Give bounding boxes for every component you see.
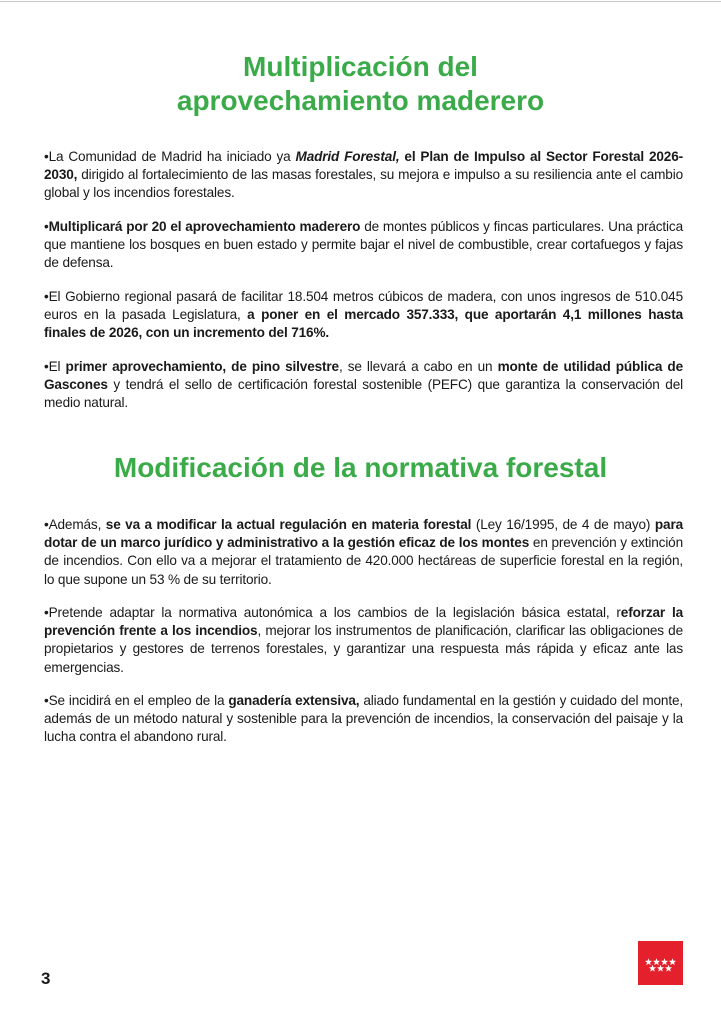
text-run: •Pretende adaptar la normativa autonómica a los cambios de la legislación básica estatal, r: [44, 605, 621, 620]
text-run: en prevención y extinción de incendios. Con ello va a mejorar el tratamiento de 420.000 hectáreas de superficie forestal en la región, lo que supone un 53 % de su territorio.: [44, 535, 684, 587]
paragraph-multiplicara: [44, 218, 683, 273]
text-run: •El Gobierno regional pasará de facilitar 18.504 metros cúbicos de madera, con unos ingresos de 510.045 euros en la pasada Legislatura,: [44, 289, 683, 323]
bold-text: ganadería extensiva,: [228, 693, 360, 708]
text-run: (Ley 16/1995, de 4 de mayo): [471, 517, 655, 532]
star-icon: [661, 958, 668, 965]
top-divider: [0, 1, 721, 2]
bold-italic-text: Madrid Forestal,: [295, 149, 400, 164]
text-run: •Además,: [44, 517, 106, 532]
title-line-1: Multiplicación del: [243, 51, 478, 82]
text-run: •: [44, 219, 49, 234]
star-icon: [645, 958, 652, 965]
title-line-2: aprovechamiento maderero: [176, 85, 545, 116]
star-icon: [669, 958, 676, 965]
bold-text: primer aprovechamiento, de pino silvestre: [65, 359, 339, 374]
text-run: y tendrá el sello de certificación forestal sostenible (PEFC) que garantiza la conservación del medio natural.: [44, 377, 683, 411]
text-run: dirigido al fortalecimiento de las masas forestales, su mejora e impulso a su resiliencia ante el cambio global y los incendios forestales.: [44, 167, 683, 201]
text-run: •El: [44, 359, 66, 374]
stars-icon: [638, 941, 683, 985]
bold-text: a poner en el mercado 357.333, que aportarán 4,1 millones hasta finales de 2026, con un incremento del 716%.: [44, 307, 684, 341]
text-run: aliado fundamental en la gestión y cuidado del monte, además de un método natural y sostenible para la prevención de incendios, la conservación del paisaje y la lucha contra el abandono rural.: [44, 693, 684, 745]
paragraph-ganaderia-extensiva: [44, 692, 683, 747]
section-title-normativa: Modificación de la normativa forestal: [113, 452, 608, 483]
text-run: •La Comunidad de Madrid ha iniciado ya: [44, 149, 296, 164]
page-number: 3: [41, 969, 51, 988]
star-icon: [653, 958, 660, 965]
star-icon: [657, 965, 664, 972]
paragraph-modificar-regulacion: [44, 516, 683, 589]
bold-text: Multiplicará por 20 el aprovechamiento maderero: [48, 219, 361, 234]
bold-text: se va a modificar la actual regulación en materia forestal: [105, 517, 472, 532]
paragraph-madrid-forestal: [44, 148, 683, 203]
paragraph-gobierno-regional: [44, 288, 683, 343]
star-icon: [649, 965, 656, 972]
bold-text: monte de utilidad pública de Gascones: [44, 359, 683, 393]
comunidad-madrid-logo-icon: [638, 941, 683, 985]
bold-text: eforzar la prevención frente a los incendios: [44, 605, 683, 639]
paragraph-adaptar-normativa: [44, 604, 683, 677]
paragraph-primer-aprovechamiento: [44, 358, 683, 413]
text-run: •Se incidirá en el empleo de la: [44, 693, 229, 708]
section-title-aprovechamiento: [0, 50, 721, 118]
text-run: , se llevará a cabo en un: [338, 359, 498, 374]
bold-text: el Plan de Impulso al Sector Forestal 2026-2030,: [44, 149, 683, 183]
text-run: , mejorar los instrumentos de planificación, clarificar las obligaciones de propietarios y gestores de terrenos forestales, y garantizar una respuesta más rápida y eficaz ante las emergencias.: [44, 623, 683, 675]
bold-text: para dotar de un marco jurídico y administrativo a la gestión eficaz de los montes: [44, 517, 683, 551]
star-icon: [665, 965, 672, 972]
text-run: de montes públicos y fincas particulares. Una práctica que mantiene los bosques en buen estado y permite bajar el nivel de combustible, crear cortafuegos y fajas de defensa.: [44, 219, 683, 271]
